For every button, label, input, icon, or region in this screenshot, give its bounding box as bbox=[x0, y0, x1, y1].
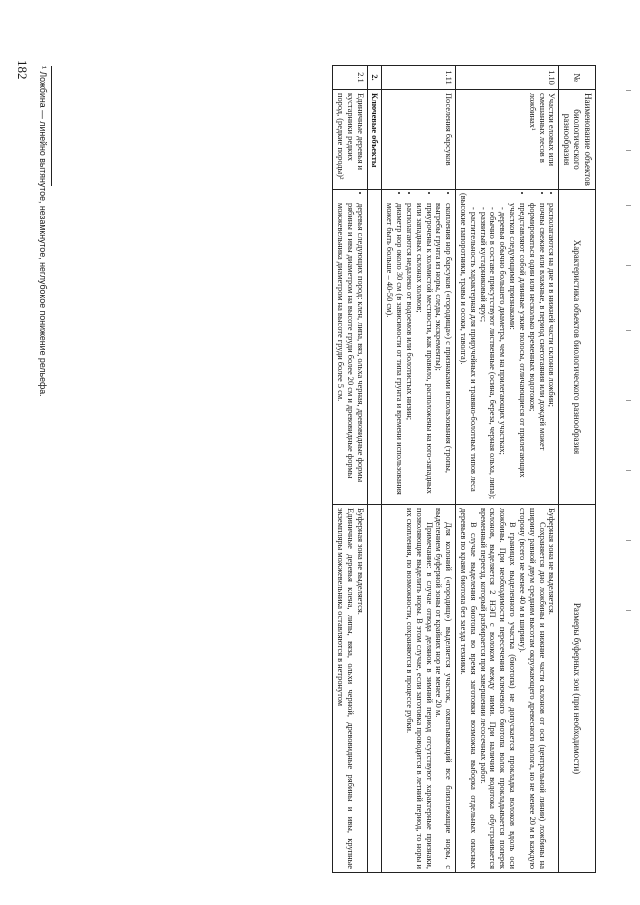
list-item: - развитый кустарниковый ярус; bbox=[478, 207, 488, 323]
buffer-cell bbox=[382, 505, 456, 873]
list-item: • располагаются недалеко от водоемов или болотистых низин; bbox=[404, 203, 414, 501]
paragraph: Буферная зона не выделяется. bbox=[547, 508, 557, 615]
table-header-row bbox=[559, 66, 596, 873]
buffer-cell bbox=[456, 505, 559, 873]
buffer-cell bbox=[333, 505, 367, 873]
list-item: • скопления нор барсуков («городища») с признаками использования (тропы, выгребы грунта из норы, следы, экскременты); bbox=[434, 203, 454, 501]
empty-cell bbox=[367, 190, 382, 505]
table-row bbox=[333, 66, 367, 873]
characteristics-cell bbox=[456, 190, 559, 505]
section-title: Ключевые объекты bbox=[367, 90, 382, 190]
header-buffer: Размеры буферных зон (при необходимости) bbox=[559, 505, 596, 873]
list-item: • приурочены к холмистой местности, как правило, расположены на юго-западных или западных склонах холмов; bbox=[414, 203, 434, 501]
list-item: • диаметр нор около 30 см (в зависимости от типа грунта и времени использования может быть больше – 40-50 см). bbox=[384, 203, 404, 501]
list-item: - растительность характерная для приручейных и травяно-болотных типов леса (высокие папоротники, травы и осоки, таволга). bbox=[459, 193, 478, 492]
list-item: • представляют собой длинные узкие полосы, отличающиеся от прилегающих участков следующими признаками: bbox=[507, 203, 527, 501]
table-row bbox=[382, 66, 456, 873]
list-item: - деревья обычно большего диаметра, чем на прилегающих участках; bbox=[498, 207, 508, 455]
list-item: • деревья следующих пород: клен, липа, вяз, ольха черная, древовидные формы рябины и ивы диаметром на высоте груди более 20 см и древовидные формы можжевельника диаметром на высоте груди более 5 см. bbox=[335, 203, 364, 501]
empty-cell bbox=[367, 505, 382, 873]
row-number: 2.1 bbox=[333, 66, 367, 90]
biodiversity-table bbox=[332, 65, 596, 873]
footnote: ¹ Ложбина — линейно вытянутое, незамкнутое, неглубокое понижение рельефа. bbox=[38, 66, 48, 397]
characteristics-cell bbox=[382, 190, 456, 505]
header-name: Наименование объектов биологического разнообразия bbox=[559, 90, 596, 190]
row-number: 1.10 bbox=[456, 66, 559, 90]
scan-edge-marks bbox=[624, 0, 634, 640]
paragraph: В случае выделения биотопа во время заготовки возможна выборка отдельных опасных деревьев по краям биотопа без заезда техники. bbox=[459, 508, 478, 869]
object-name: Поселения барсуков bbox=[382, 90, 456, 190]
table-row bbox=[456, 66, 559, 873]
paragraph: Буферная зона не выделяется. bbox=[355, 508, 365, 615]
footnote-separator bbox=[51, 66, 52, 186]
paragraph: Для колоний («городищ») выделяется участок, охватывающий все близлежащие норы, с выделением буферной зоны от крайних нор не менее 20 м. bbox=[434, 508, 454, 869]
paragraph: Примечание: в случае отвода делянок в зимний период отсутствуют характерные признаки, позволяющие выделить норы. В этом случае, если заготовка проводится в летний период, то норы и их скопления, по возможности, сохраняются в процессе рубки. bbox=[404, 508, 434, 869]
paragraph: Единичные деревья клена, липы, вяза, ольхи черной, древовидные рябины и ивы, крупные экземпляры можжевельника оставляются в нетронутом bbox=[335, 508, 355, 869]
header-num: № bbox=[559, 66, 596, 90]
header-characteristics: Характеристика объектов биологического разнообразия bbox=[559, 190, 596, 505]
list-item: - обычно в составе присутствуют лиственные (осина, береза, черная ольха, липа); bbox=[488, 207, 498, 500]
object-name: Единичные деревья и кустарники редких пород, (редкие породы)² bbox=[333, 90, 367, 190]
section-number: 2. bbox=[367, 66, 382, 90]
object-name: Участки еловых или смешанных лесов в ложбинах¹ bbox=[456, 90, 559, 190]
page-number: 182 bbox=[15, 60, 30, 80]
characteristics-cell bbox=[333, 190, 367, 505]
section-row bbox=[367, 66, 382, 873]
row-number: 1.11 bbox=[382, 66, 456, 90]
list-item: • почвы свежие или влажные, в период снеготаяния или дождей может формироваться один или несколько временных водотоков; bbox=[527, 203, 547, 501]
paragraph: Сохраняется дно ложбины и нижние части склонов от оси (центральной линии) ложбины на ширину равной двум средним высотам окружающего древесного полога, но не менее 20 м в каждую сторону (всего не менее 40 м в ширину). bbox=[517, 508, 547, 869]
list-item: • располагаются на дне и в нижней части склонов ложбин; bbox=[547, 203, 557, 501]
paragraph: В границах выделенного участка (биотопа) не допускается прокладка волоков вдоль оси ложбины. При необходимости пересечения ключевого биотопа волок прокладывается поперек склонов, выделяется 2 НЭП с волоком между ними. При наличии водотока обустраивается временный переезд, который разбирается при завершении лесосечных работ. bbox=[478, 508, 518, 869]
